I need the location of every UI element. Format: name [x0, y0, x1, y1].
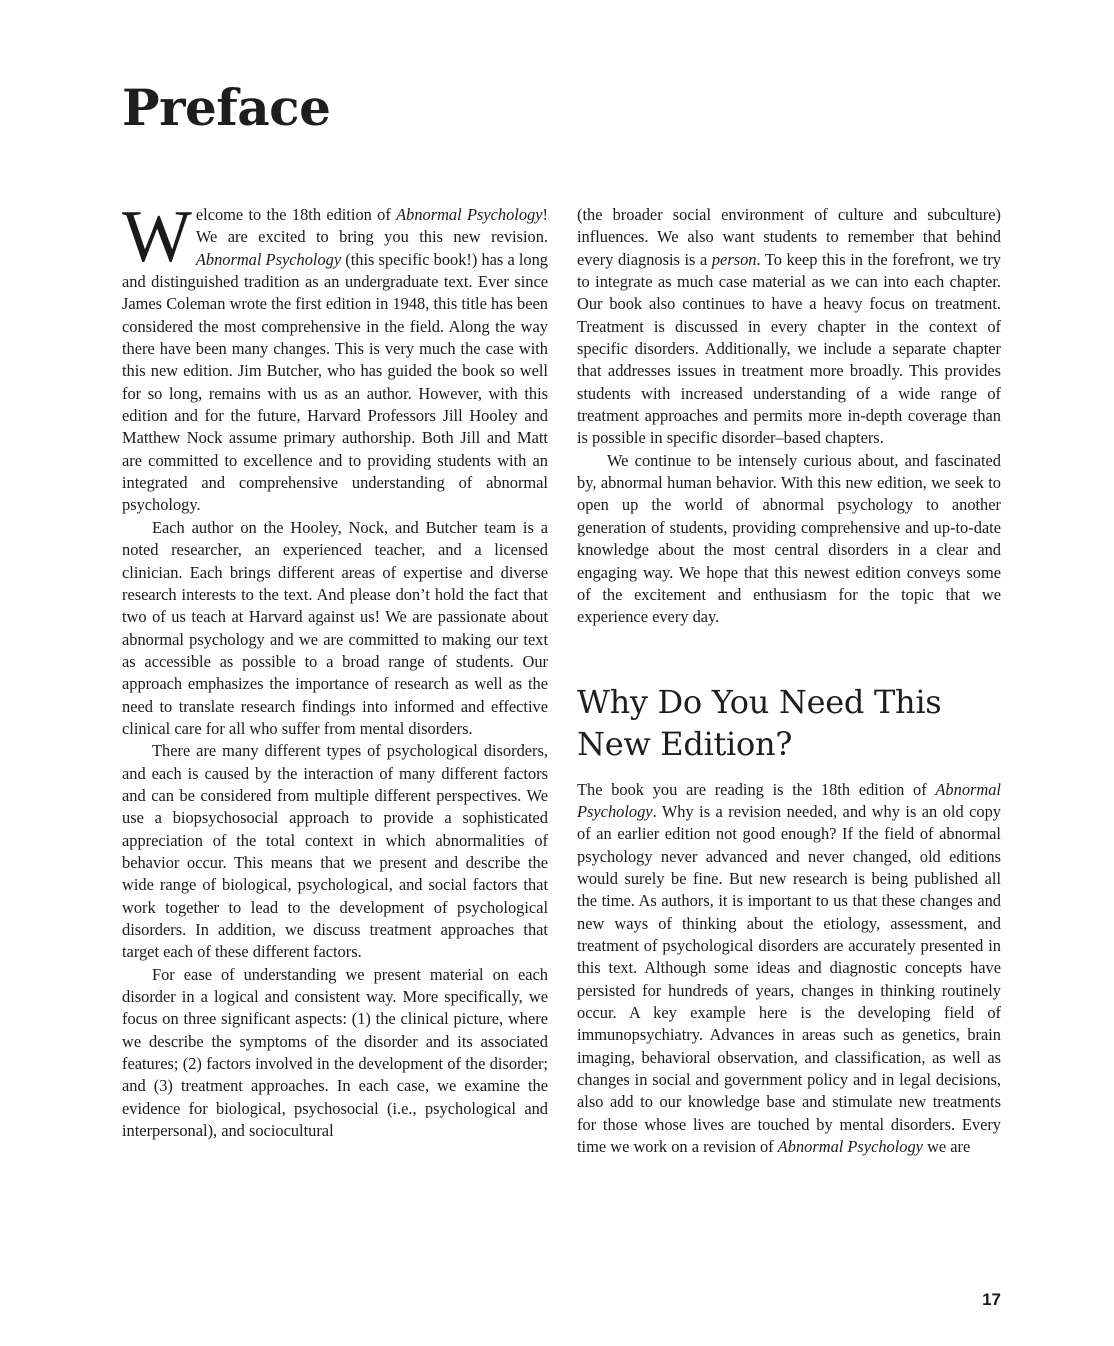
page-title: Preface	[122, 78, 331, 137]
new-edition-text-1: The book you are reading is the 18th edition of	[577, 779, 936, 799]
intro-text-2: ! We are excited to bring you this new revision.	[195, 205, 548, 247]
intro-text-1: elcome to the 18th edition of	[195, 205, 397, 224]
drop-cap: W	[122, 196, 192, 278]
book-title-italic: Abnormal Psychology	[777, 1137, 923, 1157]
biopsychosocial-paragraph: There are many different types of psychological disorders, and each is caused by the interaction of many different factors and can be considered from multiple different perspectives. We use a biopsychosocial approach to provide a sophisticated appreciation of the total context in which abnormalities of behavior occur. This means that we present and describe the wide range of biological, psychological, and social factors that work together to lead to the development of psychological disorders. In addition, we discuss treatment approaches that target each of these different factors.	[122, 741, 548, 962]
book-title-italic: Abnormal Psychology	[195, 249, 342, 269]
continued-text-1: (the broader social environment of culture and subculture) influences. We also want students to remember that behind every diagnosis is a	[577, 205, 1001, 269]
book-title-italic: Abnormal Psychology	[396, 205, 543, 224]
right-column	[577, 204, 1001, 1158]
structure-paragraph: For ease of understanding we present material on each disorder in a logical and consistent way. More specifically, we focus on three significant aspects: (1) the clinical picture, where we describe the symptoms of the disorder and its associated features; (2) factors involved in the development of the disorder; and (3) treatment approaches. In each case, we examine the evidence for biological, psychosocial (i.e., psychological and interpersonal), and sociocultural	[122, 964, 548, 1141]
book-title-italic: Abnormal Psychology	[577, 779, 1001, 821]
new-edition-text-2: . Why is a revision needed, and why is an old copy of an earlier edition not good enough? If the field of abnormal psychology never advanced and never changed, old editions would surely be fine. But new research is being published all the time. As authors, it is important to us that these changes and new ways of thinking about the etiology, assessment, and treatment of psychological disorders are accurately presented in this text. Although some ideas and diagnostic concepts have persisted for hundreds of years, changes in thinking routinely occur. A key example here is the developing field of immunopsychiatry. Advances in areas such as genetics, brain imaging, behavioral observation, and classification, as well as changes in social and government policy and in legal decisions, also add to our knowledge base and stimulate new treatments for those whose lives are touched by mental disorders. Every time we work on a revision of	[577, 801, 1001, 1157]
new-edition-text-3: we are	[922, 1137, 971, 1157]
left-column	[122, 196, 548, 1142]
continued-text-2: . To keep this in the forefront, we try to integrate as much case material as we can into each chapter. Our book also continues to have a heavy focus on treatment. Treatment is discussed in every chapter in the context of specific disorders. Additionally, we include a separate chapter that addresses issues in treatment more broadly. This provides students with increased understanding of a wide range of treatment approaches and permits more in-depth coverage than is possible in specific disorder–based chapters.	[577, 249, 1001, 448]
author-team-paragraph: Each author on the Hooley, Nock, and Butcher team is a noted researcher, an experienced teacher, and a licensed clinician. Each brings different areas of expertise and diverse research interests to the text. And please don’t hold the fact that two of us teach at Harvard against us! We are passionate about abnormal psychology and we are committed to making our text as accessible as possible to a broad range of students. Our approach emphasizes the importance of research as well as the need to translate research findings into informed and effective clinical care for all who suffer from mental disorders.	[122, 517, 548, 738]
intro-paragraph	[122, 196, 548, 517]
person-italic: person	[711, 249, 757, 269]
page-number: 17	[982, 1290, 1001, 1309]
continued-paragraph	[577, 204, 1001, 450]
curiosity-paragraph: We continue to be intensely curious about, and fascinated by, abnormal human behavior. With this new edition, we seek to open up the world of abnormal psychology to another generation of students, providing comprehensive and up-to-date knowledge about the most central disorders in a clear and engaging way. We hope that this newest edition conveys some of the excitement and enthusiasm for the topic that we experience every day.	[577, 450, 1001, 627]
intro-text-3: (this specific book!) has a long and distinguished tradition as an undergraduate text. Ever since James Coleman wrote the first edition in 1948, this title has been considered the most comprehensive in the field. Along the way there have been many changes. This is very much the case with this new edition. Jim Butcher, who has guided the book so well for so long, remains with us as an author. However, with this edition and for the future, Harvard Professors Jill Hooley and Matthew Nock assume primary authorship. Both Jill and Matt are committed to excellence and to providing students with an integrated and comprehensive understanding of abnormal psychology.	[122, 249, 548, 515]
section-heading: Why Do You Need This New Edition?	[577, 682, 942, 763]
new-edition-paragraph	[577, 779, 1001, 1159]
